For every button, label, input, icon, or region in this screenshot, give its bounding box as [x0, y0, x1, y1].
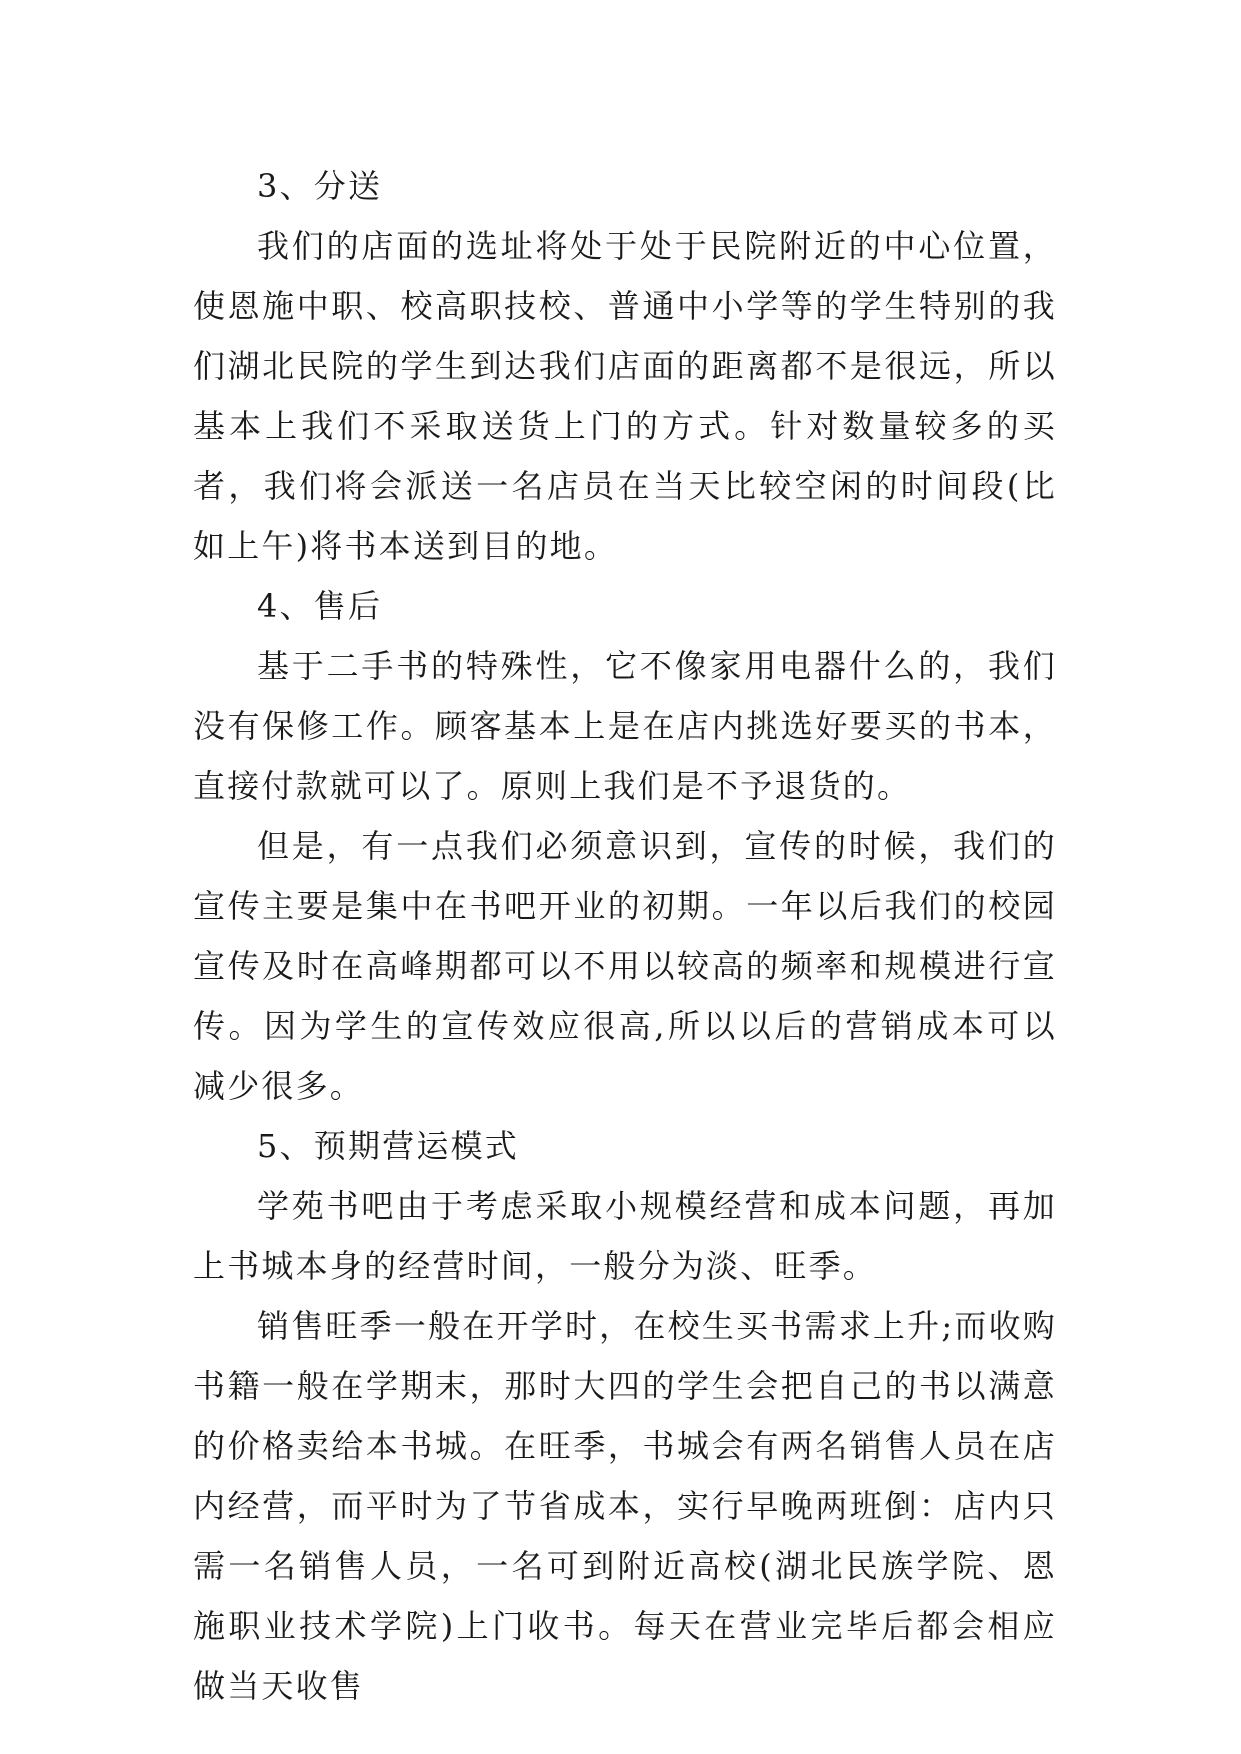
document-body [193, 156, 1057, 1716]
section-heading-distribution: 3、分送 [257, 167, 383, 205]
paragraph-after-sales: 基于二手书的特殊性，它不像家用电器什么的，我们没有保修工作。顾客基本上是在店内挑选好要买的书本，直接付款就可以了。原则上我们是不予退货的。 [193, 647, 1057, 805]
section-heading-operation-mode: 5、预期营运模式 [257, 1127, 519, 1165]
paragraph-distribution: 我们的店面的选址将处于处于民院附近的中心位置，使恩施中职、校高职技校、普通中小学等的学生特别的我们湖北民院的学生到达我们店面的距离都不是很远，所以基本上我们不采取送货上门的方式。针对数量较多的买者，我们将会派送一名店员在当天比较空闲的时间段(比如上午)将书本送到目的地。 [193, 227, 1057, 565]
paragraph-seasons: 学苑书吧由于考虑采取小规模经营和成本问题，再加上书城本身的经营时间，一般分为淡、旺季。 [193, 1187, 1057, 1285]
paragraph-promotion: 但是，有一点我们必须意识到，宣传的时候，我们的宣传主要是集中在书吧开业的初期。一年以后我们的校园宣传及时在高峰期都可以不用以较高的频率和规模进行宣传。因为学生的宣传效应很高,所以以后的营销成本可以减少很多。 [193, 827, 1057, 1105]
section-heading-after-sales: 4、售后 [257, 587, 383, 625]
paragraph-peak-season: 销售旺季一般在开学时，在校生买书需求上升;而收购书籍一般在学期末，那时大四的学生会把自己的书以满意的价格卖给本书城。在旺季，书城会有两名销售人员在店内经营，而平时为了节省成本，实行早晚两班倒：店内只需一名销售人员，一名可到附近高校(湖北民族学院、恩施职业技术学院)上门收书。每天在营业完毕后都会相应做当天收售 [193, 1307, 1057, 1705]
